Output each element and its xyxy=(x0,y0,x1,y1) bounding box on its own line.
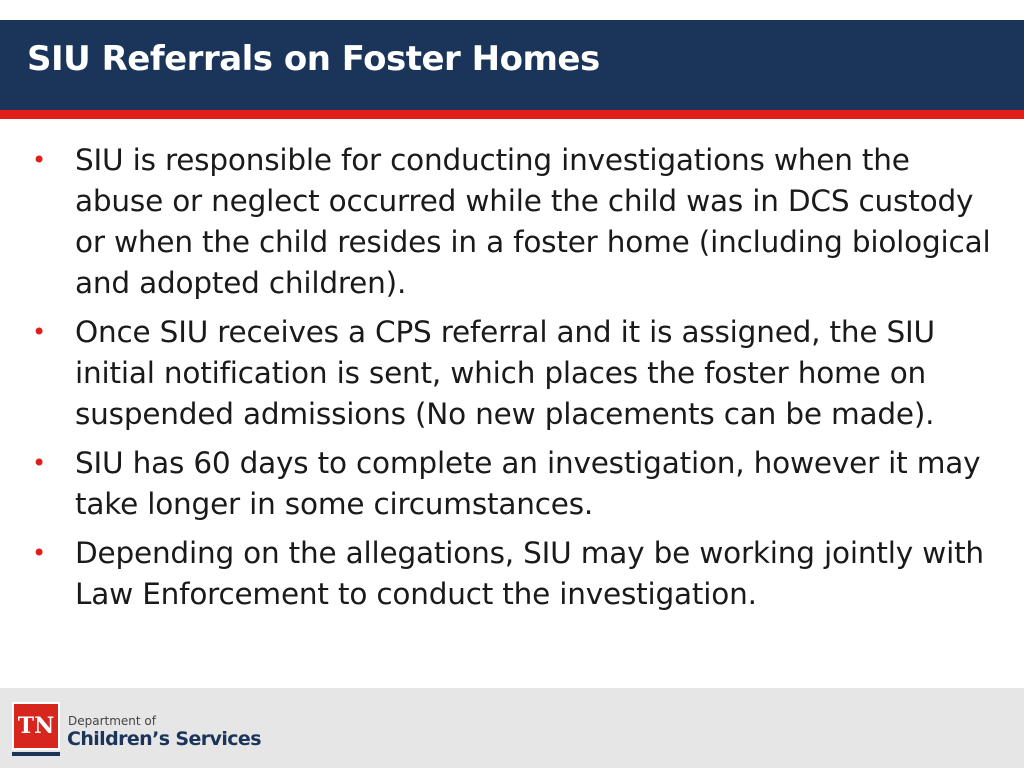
slide-content xyxy=(30,140,1005,623)
bullet-text: SIU is responsible for conducting investigations when the abuse or neglect occurred while the child was in DCS custody or when the child resides in a foster home (including biological and adopted children). xyxy=(75,143,991,300)
bullet-marker: • xyxy=(32,318,47,346)
dcs-logo xyxy=(12,702,261,758)
bullet-item xyxy=(30,533,1005,615)
title-divider xyxy=(0,110,1024,119)
logo-department-label: Department of xyxy=(68,714,156,728)
bullet-text: Depending on the allegations, SIU may be working jointly with Law Enforcement to conduct the investigation. xyxy=(75,536,984,611)
bullet-item xyxy=(30,312,1005,435)
bullet-item xyxy=(30,443,1005,525)
bullet-list xyxy=(30,140,1005,615)
logo-agency-name: Children’s Services xyxy=(67,728,261,750)
tn-logo-text: TN xyxy=(17,713,55,739)
bullet-item xyxy=(30,140,1005,304)
bullet-marker: • xyxy=(32,146,47,174)
tn-logo-icon xyxy=(12,702,60,750)
footer-bar xyxy=(0,688,1024,768)
bullet-text: Once SIU receives a CPS referral and it is assigned, the SIU initial notification is sent, which places the foster home on suspended admissions (No new placements can be made). xyxy=(75,315,935,431)
slide-title: SIU Referrals on Foster Homes xyxy=(27,39,600,79)
bullet-marker: • xyxy=(32,539,47,567)
bullet-marker: • xyxy=(32,449,47,477)
bullet-text: SIU has 60 days to complete an investigation, however it may take longer in some circumstances. xyxy=(75,446,981,521)
logo-underline xyxy=(12,752,60,756)
